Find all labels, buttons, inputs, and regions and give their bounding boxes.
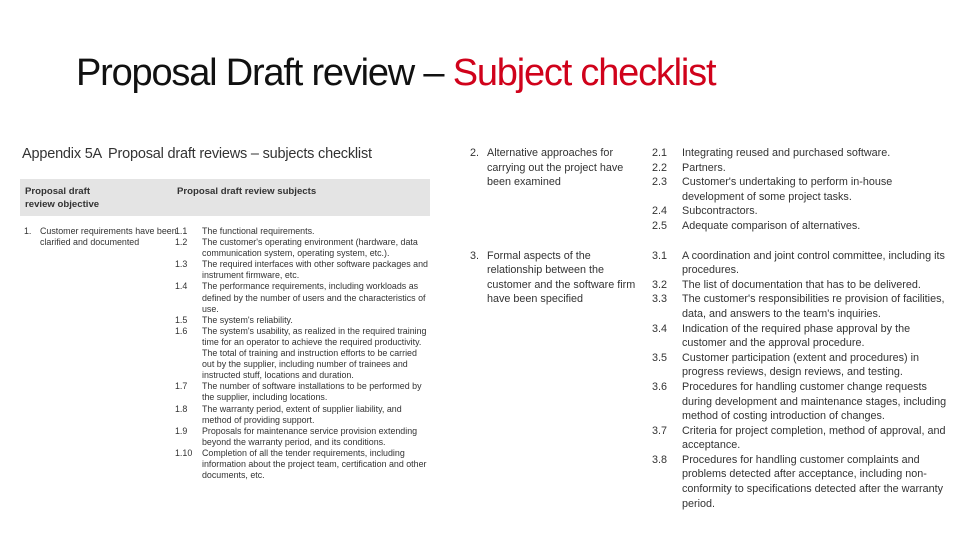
subject-text: The number of software installations to be performed by the supplier, including locations. <box>202 381 422 403</box>
subject-item <box>470 161 950 176</box>
subject-item <box>470 175 950 204</box>
subject-number: 3.1 <box>652 249 668 262</box>
subject-text: Partners. <box>682 161 726 174</box>
table-header <box>20 179 430 216</box>
subject-number: 3.4 <box>652 322 668 335</box>
subject-number: 1.10 <box>175 447 193 458</box>
subject-text: Integrating reused and purchased software. <box>682 147 891 159</box>
subject-item <box>470 351 950 380</box>
subject-item <box>20 381 430 403</box>
subject-number: 1.4 <box>175 281 188 292</box>
column-header-subjects: Proposal draft review subjects <box>177 186 317 197</box>
appendix-title <box>22 146 430 162</box>
subject-item <box>20 226 430 237</box>
subject-text: Criteria for project completion, method of approval, and acceptance. <box>682 424 946 452</box>
subject-item <box>470 249 950 278</box>
subject-number: 3.7 <box>652 424 668 437</box>
subject-text: Proposals for maintenance service provision extending beyond the warranty period, and its conditions. <box>202 425 418 447</box>
subject-number: 2.3 <box>652 176 668 189</box>
appendix-subtitle: Proposal draft reviews – subjects checklist <box>108 146 372 162</box>
slide-title <box>76 52 715 95</box>
subject-number: 1.7 <box>175 381 188 392</box>
subject-text: The required interfaces with other software packages and instrument firmware, etc. <box>202 259 428 281</box>
subject-number: 3.3 <box>652 293 668 306</box>
subject-item <box>470 380 950 424</box>
subject-number: 1.8 <box>175 403 188 414</box>
subject-item <box>470 146 950 161</box>
subject-number: 2.5 <box>652 219 668 232</box>
objective-number: 1. <box>24 226 32 236</box>
slide-title-accent: Subject checklist <box>452 52 716 94</box>
checklist-group <box>470 249 950 512</box>
subject-item <box>470 424 950 453</box>
subject-number: 2.1 <box>652 147 668 159</box>
checklist-group <box>470 146 950 234</box>
subject-number: 3.6 <box>652 380 668 393</box>
subject-item <box>20 237 430 259</box>
subject-number: 3.8 <box>652 453 668 466</box>
column-header-objective: Proposal draft review objective <box>25 186 100 210</box>
subject-item <box>20 259 430 281</box>
left-checklist <box>20 226 430 481</box>
subject-text: Subcontractors. <box>682 205 758 218</box>
objective-number: 3. <box>470 249 480 262</box>
subject-text: Adequate comparison of alternatives. <box>682 219 861 232</box>
subject-item <box>20 315 430 326</box>
subject-number: 3.5 <box>652 351 668 364</box>
subject-item <box>470 453 950 511</box>
subject-number: 1.3 <box>175 259 188 270</box>
subject-number: 2.2 <box>652 161 668 174</box>
subject-item <box>470 322 950 351</box>
subject-text: Customer participation (extent and procedures) in progress reviews, design reviews, and testing. <box>682 351 920 379</box>
objective-text: Customer requirements have been clarified and documented <box>40 226 177 248</box>
subject-text: The customer's operating environment (hardware, data communication system, operating system, etc.). <box>202 237 418 259</box>
subject-item <box>20 426 430 448</box>
subject-item <box>20 326 430 381</box>
subject-number: 1.6 <box>175 325 188 336</box>
objective-number: 2. <box>470 147 480 159</box>
subject-item <box>470 292 950 321</box>
subject-text: The system's reliability. <box>202 314 293 325</box>
subject-item <box>20 281 430 314</box>
subject-number: 1.9 <box>175 425 188 436</box>
subject-text: Customer's undertaking to perform in-house development of some project tasks. <box>682 176 893 203</box>
subject-text: Procedures for handling customer change requests during development and maintenance stages, including method of costing introduction of changes. <box>682 380 947 423</box>
subject-item <box>470 219 950 234</box>
subject-number: 3.2 <box>652 278 668 291</box>
subject-number: 2.4 <box>652 205 668 218</box>
subject-text: The customer's responsibilities re provision of facilities, data, and answers to the team's inquiries. <box>682 293 945 320</box>
subject-item <box>470 204 950 219</box>
subject-number: 1.5 <box>175 314 188 325</box>
subject-number: 1.1 <box>175 226 188 236</box>
subject-item <box>20 404 430 426</box>
subject-number: 1.2 <box>175 237 188 248</box>
objective-text: Formal aspects of the relationship between the customer and the software firm have been specified <box>487 249 636 306</box>
subject-text: Indication of the required phase approval by the customer and the approval procedure. <box>682 322 911 350</box>
subject-text: The functional requirements. <box>202 226 315 236</box>
appendix-table-left <box>20 146 430 481</box>
subject-item <box>470 278 950 293</box>
subject-text: The performance requirements, including workloads as defined by the number of users and the characteristics of use. <box>202 281 426 314</box>
subject-text: Completion of all the tender requirements, including information about the project team, certification and other documents, etc. <box>202 447 427 481</box>
subject-item <box>20 448 430 481</box>
appendix-label: Appendix 5A <box>22 146 103 162</box>
slide-title-main: Proposal Draft review – <box>76 52 453 94</box>
subject-text: Procedures for handling customer complaints and problems detected after acceptance, including non-conformity to specifications detected after the warranty period. <box>682 453 944 510</box>
checklist-group <box>20 226 430 481</box>
right-checklist <box>470 146 950 511</box>
subject-text: The warranty period, extent of supplier liability, and method of providing support. <box>202 403 402 425</box>
subject-text: The list of documentation that has to be delivered. <box>682 278 921 291</box>
subject-text: A coordination and joint control committee, including its procedures. <box>682 249 945 277</box>
subject-text: The system's usability, as realized in the required training time for an operator to achieve the required productivity. The total of training and instruction efforts to be carried out by the supplier, including number of trainees and instructed stuff, locations and duration. <box>202 325 427 381</box>
objective-text: Alternative approaches for carrying out the project have been examined <box>487 147 624 189</box>
